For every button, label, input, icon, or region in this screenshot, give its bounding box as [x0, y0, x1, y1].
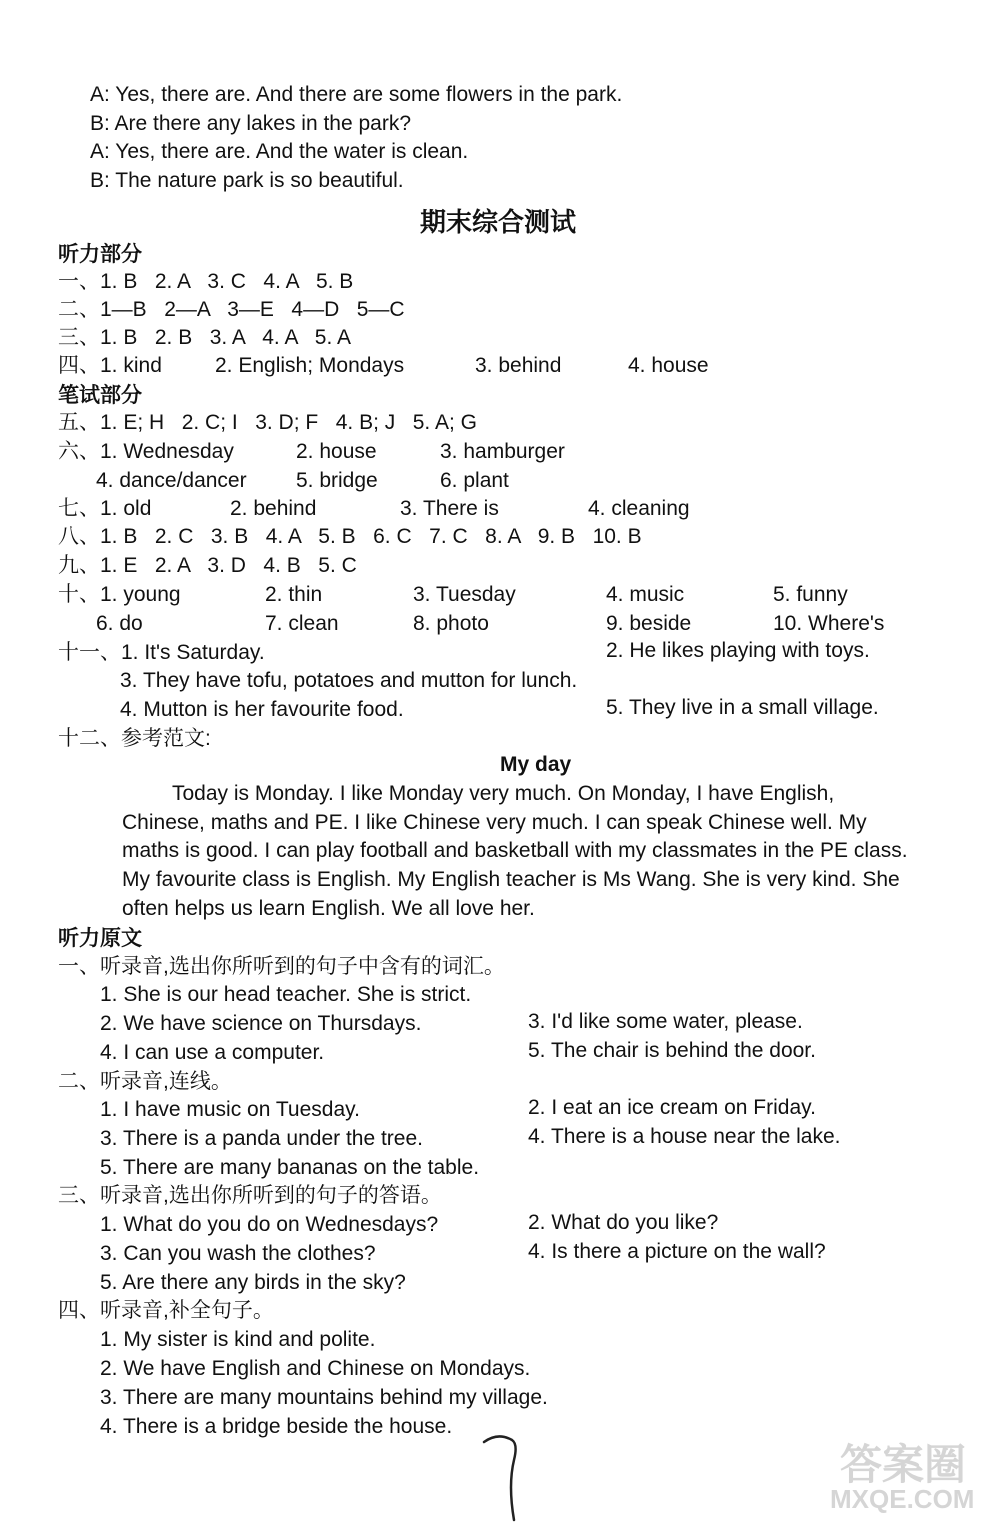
transcript-item: 4. Is there a picture on the wall?: [528, 1240, 826, 1263]
transcript-heading: 听力原文: [58, 927, 142, 950]
transcript-item: 4. There is a house near the lake.: [528, 1125, 841, 1148]
transcript-item: 1. What do you do on Wednesdays?: [100, 1213, 439, 1236]
answer-line-1: 一、1. B 2. A 3. C 4. A 5. B: [58, 270, 354, 293]
answer-10d: 4. music: [606, 583, 685, 606]
answer-11-4: 4. Mutton is her favourite food.: [120, 698, 404, 721]
transcript-item: 5. Are there any birds in the sky?: [100, 1271, 406, 1294]
essay-line: often helps us learn English. We all love her.: [122, 897, 535, 920]
answer-4a: 四、1. kind: [58, 354, 162, 377]
transcript-item: 3. Can you wash the clothes?: [100, 1242, 376, 1265]
essay-line: maths is good. I can play football and basketball with my classmates in the PE class.: [122, 839, 908, 862]
essay-line: Today is Monday. I like Monday very much. On Monday, I have English,: [172, 782, 835, 805]
answer-11-3: 3. They have tofu, potatoes and mutton for lunch.: [120, 669, 578, 692]
transcript-instruction-2: 二、听录音,连线。: [58, 1070, 232, 1093]
listening-heading: 听力部分: [58, 243, 142, 266]
answer-11-5: 5. They live in a small village.: [606, 696, 879, 719]
answer-4b: 2. English; Mondays: [215, 354, 405, 377]
transcript-item: 5. There are many bananas on the table.: [100, 1156, 480, 1179]
answer-7c: 3. There is: [400, 497, 499, 520]
answer-line-2: 二、1—B 2—A 3—E 4—D 5—C: [58, 298, 405, 321]
answer-11-2: 2. He likes playing with toys.: [606, 639, 870, 662]
transcript-item: 1. She is our head teacher. She is strict.: [100, 983, 472, 1006]
answer-6e: 5. bridge: [296, 469, 378, 492]
watermark-top: 答案圈: [840, 1441, 967, 1488]
dialogue-line: A: Yes, there are. And there are some flowers in the park.: [90, 83, 623, 106]
watermark-logo: [800, 1432, 990, 1520]
answer-4d: 4. house: [628, 354, 709, 377]
answer-7a: 七、1. old: [58, 497, 152, 520]
answer-line-5: 五、1. E; H 2. C; I 3. D; F 4. B; J 5. A; G: [58, 411, 477, 434]
answer-6f: 6. plant: [440, 469, 509, 492]
answer-6c: 3. hamburger: [440, 440, 565, 463]
answer-6a: 六、1. Wednesday: [58, 440, 234, 463]
answer-10g: 7. clean: [265, 612, 339, 635]
transcript-item: 3. There is a panda under the tree.: [100, 1127, 423, 1150]
dialogue-line: A: Yes, there are. And the water is clean.: [90, 140, 469, 163]
answer-10i: 9. beside: [606, 612, 692, 635]
answer-6d: 4. dance/dancer: [96, 469, 247, 492]
dialogue-line: B: The nature park is so beautiful.: [90, 169, 404, 192]
answer-10a: 十、1. young: [58, 583, 181, 606]
answer-10e: 5. funny: [773, 583, 848, 606]
transcript-item: 2. What do you like?: [528, 1211, 719, 1234]
answer-line-3: 三、1. B 2. B 3. A 4. A 5. A: [58, 326, 351, 349]
answer-line-8: 八、1. B 2. C 3. B 4. A 5. B 6. C 7. C 8. A 9. B 10. B: [58, 525, 642, 548]
watermark-bottom: MXQE.COM: [830, 1484, 975, 1514]
answer-10h: 8. photo: [413, 612, 489, 635]
answer-4c: 3. behind: [475, 354, 562, 377]
dialogue-line: B: Are there any lakes in the park?: [90, 112, 412, 135]
essay-line: Chinese, maths and PE. I like Chinese very much. I can speak Chinese well. My: [122, 811, 867, 834]
answer-7d: 4. cleaning: [588, 497, 690, 520]
answer-10b: 2. thin: [265, 583, 323, 606]
answer-11-1: 十一、1. It's Saturday.: [58, 641, 265, 664]
transcript-instruction-1: 一、听录音,选出你所听到的句子中含有的词汇。: [58, 955, 505, 978]
essay-title: My day: [500, 753, 572, 776]
transcript-item: 5. The chair is behind the door.: [528, 1039, 816, 1062]
transcript-item: 2. I eat an ice cream on Friday.: [528, 1096, 816, 1119]
answer-10c: 3. Tuesday: [413, 583, 516, 606]
transcript-item: 4. I can use a computer.: [100, 1041, 325, 1064]
transcript-item: 3. There are many mountains behind my village.: [100, 1386, 548, 1409]
handwritten-mark: [478, 1430, 548, 1522]
answer-12-label: 十二、参考范文:: [58, 727, 211, 750]
essay-line: My favourite class is English. My English teacher is Ms Wang. She is very kind. She: [122, 868, 900, 891]
answer-line-9: 九、1. E 2. A 3. D 4. B 5. C: [58, 554, 357, 577]
answer-6b: 2. house: [296, 440, 377, 463]
answer-10j: 10. Where's: [773, 612, 885, 635]
transcript-item: 2. We have English and Chinese on Mondays.: [100, 1357, 531, 1380]
transcript-item: 1. I have music on Tuesday.: [100, 1098, 360, 1121]
transcript-item: 1. My sister is kind and polite.: [100, 1328, 376, 1351]
answer-7b: 2. behind: [230, 497, 317, 520]
transcript-instruction-4: 四、听录音,补全句子。: [58, 1299, 274, 1322]
transcript-item: 3. I'd like some water, please.: [528, 1010, 803, 1033]
transcript-item: 4. There is a bridge beside the house.: [100, 1415, 453, 1438]
transcript-item: 2. We have science on Thursdays.: [100, 1012, 422, 1035]
answer-10f: 6. do: [96, 612, 143, 635]
test-title: 期末综合测试: [420, 207, 577, 237]
written-heading: 笔试部分: [58, 384, 142, 407]
transcript-instruction-3: 三、听录音,选出你所听到的句子的答语。: [58, 1184, 442, 1207]
